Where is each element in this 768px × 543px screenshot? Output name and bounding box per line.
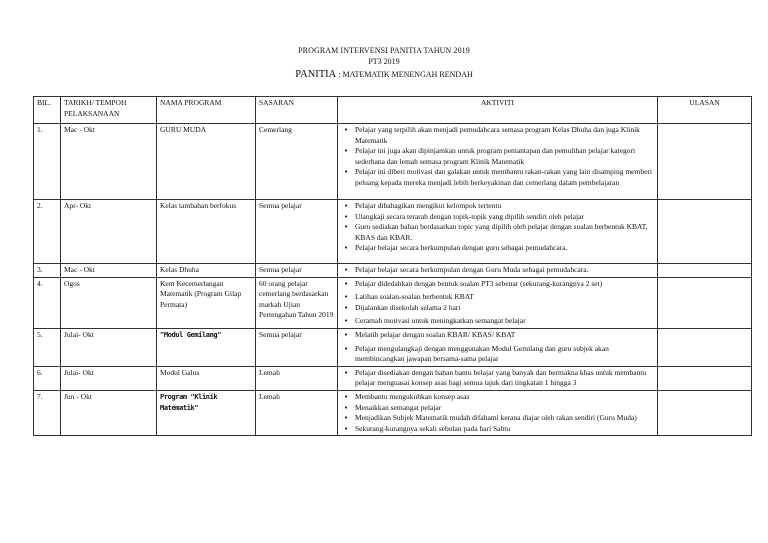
cell-aktiviti — [338, 328, 658, 366]
cell-program: Kem Kecemerlangan Matematik (Program Gilap Permata) — [157, 277, 256, 328]
cell-sasaran: 60 orang pelajar cemerlang berdasarkan markah Ujian Pertengahan Tahun 2019 — [256, 277, 338, 328]
cell-sasaran: Semua pelajar — [256, 200, 338, 264]
table-row — [34, 277, 752, 328]
cell-tarikh: Julai- Okt — [61, 328, 157, 366]
aktiviti-item: • Latihan soalan-soalan berbentuk KBAT — [355, 292, 654, 303]
cell-tarikh: Apr- Okt — [61, 200, 157, 264]
col-ulasan: ULASAN — [658, 97, 752, 124]
cell-aktiviti — [338, 200, 658, 264]
aktiviti-item: • Pelajar belajar secara berkumpulan dengan Guru Muda sebagai pemudahcara. — [355, 265, 654, 276]
aktiviti-item: • Pelajar ini diberi motivasi dan galakan untuk membantu rakan-rakan yang lain disamping memberi peluang kepada mereka menjadi lebih berkeyakinan dan cemerlang dalam pembelajaran — [355, 167, 654, 188]
cell-program: Kelas tambahan berfokus — [157, 200, 256, 264]
cell-program: Kelas Dhuha — [157, 264, 256, 278]
col-tarikh: TARIKH/ TEMPOH PELAKSANAAN — [61, 97, 157, 124]
cell-tarikh: Jun - Okt — [61, 390, 157, 435]
cell-ulasan — [658, 124, 752, 200]
aktiviti-item: • Dijalankan disekolah selama 2 hari — [355, 303, 654, 314]
aktiviti-item: • Pelajar dibahagikan mengikut kelompok tertentu — [355, 201, 654, 212]
cell-program: GURU MUDA — [157, 124, 256, 200]
cell-bil: 6. — [34, 366, 61, 390]
aktiviti-item: • Pelajar disediakan dengan bahan bantu belajar yang banyak dan bermakna khas untuk membantu pelajar menguasai konsep asas bagi semua tajuk dari tingkatan 1 hingga 3 — [355, 368, 654, 389]
cell-bil: 4. — [34, 277, 61, 328]
table-row — [34, 264, 752, 278]
cell-tarikh: Ogos — [61, 277, 157, 328]
col-bil: BIL. — [34, 97, 61, 124]
aktiviti-item: • Pelajar ini juga akan dipinjamkan untuk program pemantapan dan pemulihan pelajar kategori sederhana dan lemah semasa program Klinik Matematik — [355, 146, 654, 167]
aktiviti-item: • Pelajar didedahkan dengan bentuk soalan PT3 sebenar (sekurang-kurangnya 2 set) — [355, 279, 654, 290]
aktiviti-item: • Sekurang-kurangnya sekali sebulan pada hari Sabtu — [355, 424, 654, 435]
table-row — [34, 200, 752, 264]
aktiviti-item: • Guru sediakan bahan berdasarkan topic yang dipilih oleh pelajar dengan soalan berbentuk KBAT, KBAS dan KBAR. — [355, 222, 654, 243]
col-nama-program: NAMA PROGRAM — [157, 97, 256, 124]
cell-program: Modul Galus — [157, 366, 256, 390]
cell-aktiviti — [338, 366, 658, 390]
cell-tarikh: Mac - Okt — [61, 124, 157, 200]
panel-name: : MATEMATIK MENENGAH RENDAH — [338, 70, 473, 79]
aktiviti-item: • Menjadikan Subjek Matematik mudah difahami kerana diajar oleh rakan sendiri (Guru Muda) — [355, 413, 654, 424]
aktiviti-item: • Ceramah motivasi untuk meningkatkan semangat belajar — [355, 316, 654, 327]
intervention-table — [33, 96, 752, 436]
aktiviti-item: • Pelajar belajar secara berkumpulan dengan guru sebagai pemudahcara. — [355, 243, 654, 254]
table-row — [34, 390, 752, 435]
table-row — [34, 124, 752, 200]
cell-aktiviti — [338, 390, 658, 435]
cell-aktiviti — [338, 264, 658, 278]
cell-sasaran: Lemah — [256, 390, 338, 435]
table-row — [34, 366, 752, 390]
col-sasaran: SASARAN — [256, 97, 338, 124]
aktiviti-item: • Melatih pelajar dengan soalan KBAR/ KBAS/ KBAT — [355, 330, 654, 341]
cell-aktiviti — [338, 277, 658, 328]
cell-ulasan — [658, 366, 752, 390]
cell-bil: 1. — [34, 124, 61, 200]
cell-bil: 2. — [34, 200, 61, 264]
cell-program: "Modul Gemilang" — [157, 328, 256, 366]
cell-program: Program "Klinik Matematik" — [157, 390, 256, 435]
table-row — [34, 328, 752, 366]
doc-subtitle: PT3 2019 — [368, 57, 400, 66]
cell-sasaran: Semua pelajar — [256, 328, 338, 366]
cell-tarikh: Julai- Okt — [61, 366, 157, 390]
cell-sasaran: Semua pelajar — [256, 264, 338, 278]
cell-tarikh: Mac - Okt — [61, 264, 157, 278]
cell-ulasan — [658, 264, 752, 278]
aktiviti-item: • Membantu mengukuhkan konsep asas — [355, 392, 654, 403]
doc-title: PROGRAM INTERVENSI PANITIA TAHUN 2019 — [298, 46, 470, 55]
cell-ulasan — [658, 200, 752, 264]
col-aktiviti: AKTIVITI — [338, 97, 658, 124]
table-header-row — [34, 97, 752, 124]
cell-bil: 7. — [34, 390, 61, 435]
cell-ulasan — [658, 390, 752, 435]
doc-panel-title — [0, 69, 768, 80]
aktiviti-item: • Pelajar mengulangkaji dengan menggunakan Modul Gemilang dan guru subjek akan membincangkan jawapan bersama-sama pelajar — [355, 344, 654, 365]
cell-sasaran: Lemah — [256, 366, 338, 390]
aktiviti-item: • Pelajar yang terpilih akan menjadi pemudahcara semasa program Kelas Dhuha dan juga Klinik Matematik — [355, 125, 654, 146]
cell-bil: 5. — [34, 328, 61, 366]
aktiviti-item: • Ulangkaji secara terarah dengan topik-topik yang dipilih sendiri oleh pelajar — [355, 212, 654, 223]
aktiviti-item: • Menaikkan semangat pelajar — [355, 403, 654, 414]
cell-aktiviti — [338, 124, 658, 200]
cell-ulasan — [658, 328, 752, 366]
cell-sasaran: Cemerlang — [256, 124, 338, 200]
cell-ulasan — [658, 277, 752, 328]
panel-label: PANITIA — [295, 69, 336, 80]
cell-bil: 3. — [34, 264, 61, 278]
